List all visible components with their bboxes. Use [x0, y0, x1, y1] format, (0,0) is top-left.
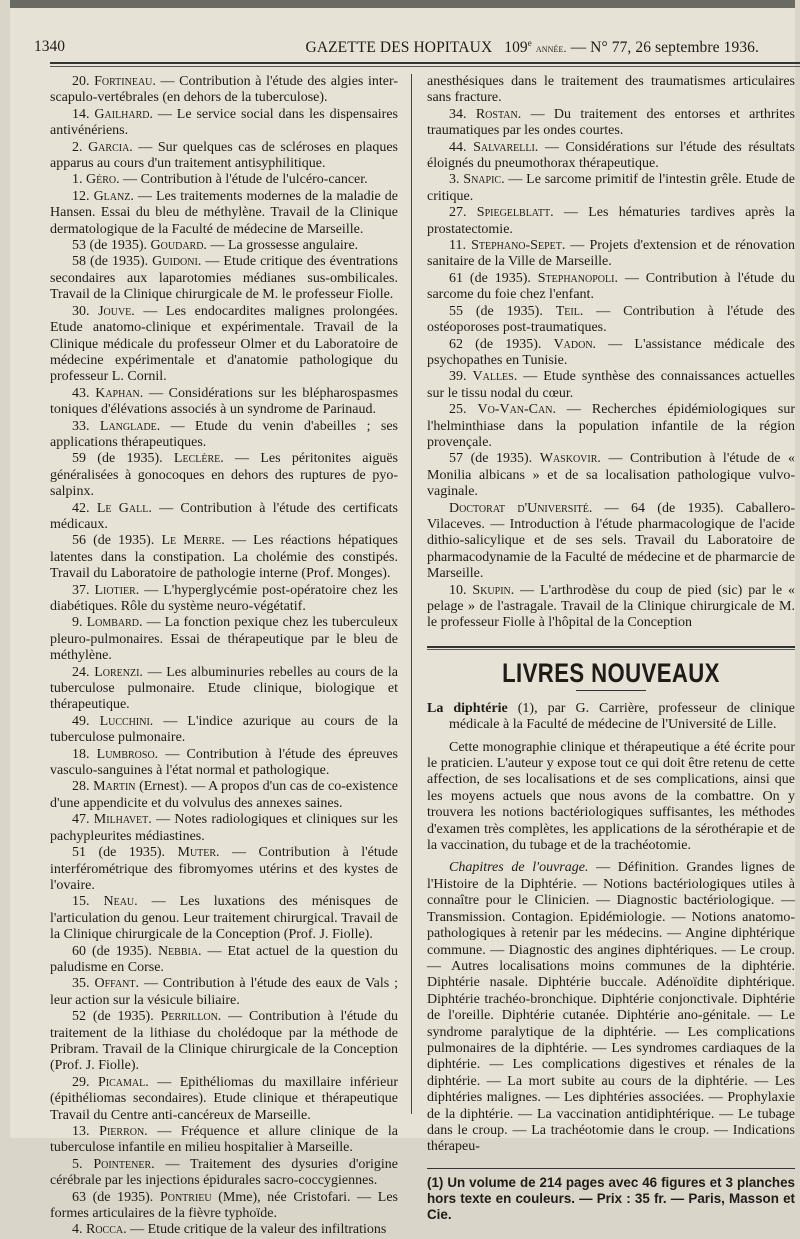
issue-info: — N° 77, 26 septembre 1936. — [570, 39, 759, 57]
entry-number: 12. — [72, 188, 90, 204]
thesis-entry — [427, 140, 795, 173]
entry-number: 14. — [72, 106, 90, 122]
entry-number: 49. — [72, 713, 90, 729]
thesis-entry — [50, 894, 398, 943]
thesis-title: — Sur quelques cas de scléroses en plaques apparus au cours d'un traitement antisyphilitique. — [50, 139, 399, 172]
author-name: Glanz. — [93, 188, 134, 204]
footnote-rule — [427, 1168, 795, 1169]
author-name: Nebbia. — [157, 943, 202, 959]
thesis-title: — Contribution à l'étude des eaux de Vals ; leur action sur la vésicule biliaire. — [50, 976, 399, 1008]
thesis-title: — Considérations sur les blépharospasmes toniques d'élévations associés à un syndrome de Parinaud. — [50, 385, 399, 418]
thesis-entry — [50, 845, 398, 894]
entry-number: 1. — [72, 172, 83, 188]
thesis-title: — Etude critique de la valeur des infiltrations — [126, 1222, 387, 1238]
author-name: Rocca. — [86, 1222, 127, 1238]
author-name: Pierron. — [99, 1124, 148, 1139]
journal-name: GAZETTE DES HOPITAUX — [305, 39, 493, 57]
chapters-text: — Définition. Grandes lignes de l'Histoire de la Diphtérie. — Notions bactériologiques utiles à connaître pour le Clinicien. — Diagnostic bactériologique. — Transmission. Contagion. Epidémiologie. — Notions anatomo-pathologiques à retenir par les médecins. — Angine diphtérique commune. — Diagnostic des angines diphtériques. — Le croup. — Autres localisations moins communes de la diphtérie. Diphtérie nasale. Diphtérie buccale. Adénoïdite diphtérique. Diphtérie trachéo-bronchique. Diphtérie conjonctivale. Diphtérie de l'oreille. Diphtérie cutanée. Diphtérie ano-génitale. — Le syndrome paralytique de la diphtérie. — Les complications pulmonaires de la diphtérie. — Les syndromes cardiaques de la diphtérie. — Les complications digestives et rénales de la diphtérie. — La mort subite au cours de la diphtérie. — Les diphtéries malignes. — Les diphtéries associées. — Prophylaxie de la diphtérie. — La vaccination antidiphtérique. — Le tubage dans le croup. — La trachéotomie dans le croup. — Indications thérapeu- — [427, 860, 795, 1155]
thesis-title: — Epithéliomas du maxillaire inférieur (épithéliomas secondaires). Etude clinique et thérapeutique Travail du Centre anti-cancéreux de Marseille. — [50, 1074, 399, 1123]
author-name: Skupin. — [472, 582, 515, 598]
thesis-title: — Les endocardites malignes prolongées. Etude anatomo-clinique et expérimentale. Travail de la Clinique médicale du professeur Olmer et du Laboratoire de médecine expérimentale et d'anatomie pathologique du professeur L. Cornil. — [50, 303, 399, 385]
thesis-entry — [50, 779, 398, 812]
thesis-entry — [50, 1124, 398, 1157]
thesis-title: — Contribution à l'étude des algies inter-scapulo-vertébrales (en dehors de la tuberculose). — [50, 74, 399, 106]
entry-number: 24. — [72, 664, 90, 680]
entry-number: 9. — [72, 615, 83, 631]
thesis-title: — Considérations sur l'étude des résultats éloignés du pneumothorax thérapeutique. — [427, 139, 795, 172]
author-name: Stephanopoli. — [537, 270, 618, 286]
thesis-entry — [50, 583, 398, 616]
thesis-entry — [427, 74, 795, 107]
thesis-entry — [427, 304, 795, 337]
thesis-title: — Fréquence et allure clinique de la tuberculose infantile en milieu hospitalier à Marseille. — [50, 1124, 398, 1156]
section-rule-thin — [427, 649, 795, 650]
thesis-title: — Les traitements modernes de la maladie de Hansen. Essai du bleu de méthylène. Travail de la Clinique dermatologique de la Faculté de médecine de Marseille. — [50, 188, 398, 237]
thesis-entry — [50, 1009, 398, 1075]
thesis-entry — [50, 1075, 398, 1124]
thesis-entry — [50, 615, 398, 664]
right-thesis-list — [427, 74, 795, 632]
thesis-title: — L'assistance médicale des psychopathes en Tunisie. — [427, 336, 795, 368]
thesis-entry — [427, 337, 795, 370]
author-name: Salvarelli. — [473, 139, 539, 155]
author-name: Liotier. — [94, 582, 140, 598]
thesis-entry — [50, 1222, 398, 1238]
author-name: Milhavet. — [93, 812, 152, 828]
thesis-title: — Etude du venin d'abeilles ; ses applications thérapeutiques. — [50, 418, 399, 450]
book-entry — [427, 701, 795, 734]
author-name: Kaphan. — [95, 385, 144, 401]
author-name: Lorenzi. — [94, 664, 143, 680]
entry-number: 51 (de 1935). — [72, 845, 166, 861]
book-review-paragraph: Cette monographie clinique et thérapeutique a été écrite pour le praticien. L'auteur y expose tout ce qui doit être retenu de cette affection, de ses localisations et de ses complications, ainsi que les moyens actuels que nous avons de la combattre. On y trouvera les notions bactériologiques suffisantes, les méthodes d'examen très complètes, les applications de la sérothérapie et de la vaccination, du tubage et de la trachéotomie. — [427, 739, 795, 854]
thesis-title: — Contribution à l'étude des épreuves vasculo-sanguines à l'état normal et pathologique. — [50, 746, 398, 779]
entry-number: 5. — [72, 1156, 83, 1172]
author-name: Spiegelblatt. — [476, 205, 554, 221]
thesis-title: anesthésiques dans le traitement des traumatismes articulaires sans fracture. — [427, 74, 795, 106]
thesis-title: — L'arthrodèse du coup de pied (sic) par le « pelage » de l'astragale. Travail de la Clinique chirurgicale de M. le professeur Fiolle à l'hôpital de la Conception — [427, 582, 796, 631]
entry-number: 56 (de 1935). — [72, 533, 155, 549]
author-name: Lombard. — [86, 615, 143, 631]
author-name: Jouve. — [98, 303, 135, 319]
thesis-title: — L'indice azurique au cours de la tuberculose pulmonaire. — [50, 713, 398, 746]
thesis-entry — [50, 714, 398, 747]
entry-number: 57 (de 1935). — [449, 451, 533, 467]
thesis-entry — [427, 402, 795, 451]
thesis-entry — [50, 747, 398, 780]
thesis-entry — [50, 944, 398, 977]
author-name: Waskovir. — [539, 451, 601, 467]
author-name: Pontrieu — [159, 1189, 212, 1205]
thesis-entry — [50, 172, 398, 188]
thesis-entry — [427, 238, 795, 271]
thesis-entry — [50, 812, 398, 845]
entry-number: 52 (de 1935). — [72, 1009, 154, 1025]
thesis-title: — Contribution à l'étude de l'ulcéro-cancer. — [119, 172, 368, 188]
top-dark-strip — [10, 0, 795, 8]
entry-number: 63 (de 1935). — [72, 1189, 154, 1205]
thesis-entry — [50, 74, 398, 107]
book-author-info: (1), par G. Carrière, professeur de clinique médicale à la Faculté de médecine de l'Université de Lille. — [449, 700, 795, 733]
thesis-entry — [50, 386, 398, 419]
thesis-title: — Etude synthèse des connaissances actuelles sur le tissu nodal du cœur. — [427, 369, 795, 401]
author-name: Stephano-Sepet. — [471, 238, 566, 254]
author-name: Doctorat d'Université. — [449, 500, 593, 516]
author-name: Perrillon. — [160, 1009, 222, 1025]
author-name: Picamal. — [98, 1074, 149, 1090]
entry-number: 11. — [449, 238, 466, 254]
author-name: Neau. — [103, 894, 138, 910]
author-name: Vo-Van-Can. — [477, 402, 556, 418]
left-column — [50, 74, 398, 1239]
entry-number: 28. — [72, 779, 90, 795]
thesis-entry — [50, 140, 398, 173]
thesis-entry — [50, 238, 398, 254]
author-name: Teil. — [555, 303, 584, 319]
chapters-paragraph — [427, 860, 795, 1155]
thesis-title: — Etat actuel de la question du paludisme en Corse. — [50, 943, 399, 975]
author-name: Fortineau. — [94, 74, 156, 89]
year-sup: e — [527, 38, 532, 48]
thesis-title: — Le service social dans les dispensaires antivénériens. — [50, 106, 398, 139]
author-name: Gailhard. — [94, 106, 154, 122]
thesis-entry — [427, 451, 795, 500]
thesis-entry — [50, 419, 398, 452]
entry-number: 34. — [449, 106, 467, 122]
thesis-entry — [50, 533, 398, 582]
thesis-entry — [427, 369, 795, 402]
thesis-title: — Contribution à l'étude du traitement de la lithiase du cholédoque par la méthode de Pribram. Travail de la Clinique chirurgicale de la Conception (Prof. J. Fiolle). — [50, 1009, 398, 1074]
entry-number: 39. — [449, 369, 467, 385]
author-name: Pointener. — [93, 1156, 155, 1172]
thesis-title: — Contribution à l'étude du sarcome du foie chez l'enfant. — [427, 270, 795, 303]
entry-number: 33. — [72, 418, 90, 434]
entry-number: 2. — [72, 139, 83, 155]
year-number: 109 — [504, 39, 528, 57]
annee-label: année. — [535, 41, 567, 56]
thesis-title: — Les hématuries tardives après la prostatectomie. — [427, 205, 796, 237]
author-name: Lucchini. — [99, 713, 154, 729]
thesis-title: — Du traitement des entorses et arthrites traumatiques par les ondes courtes. — [427, 106, 795, 139]
right-column — [427, 74, 795, 1223]
author-name: Le Gall. — [96, 500, 152, 516]
entry-number: 44. — [449, 139, 467, 155]
entry-number: 58 (de 1935). — [72, 254, 149, 270]
entry-number: 29. — [72, 1074, 90, 1090]
column-separator — [411, 74, 412, 1114]
author-name: Offant. — [94, 976, 139, 992]
entry-number: 3. — [449, 172, 460, 188]
entry-number: 4. — [72, 1222, 83, 1238]
page-number: 1340 — [34, 38, 65, 55]
entry-number: 55 (de 1935). — [449, 303, 543, 319]
footnote: (1) Un volume de 214 pages avec 46 figures et 3 planches hors texte en couleurs. — Prix : 35 fr. — Paris, Masson et Cie. — [427, 1174, 795, 1222]
thesis-entry — [427, 107, 795, 140]
chapters-label: Chapitres de l'ouvrage. — [449, 860, 589, 876]
thesis-title: — La fonction pexique chez les tuberculeux pleuro-pulmonaires. Essai de thérapeutique par le bleu de méthylène. — [50, 615, 399, 664]
entry-number: 15. — [72, 894, 90, 910]
entry-number: 37. — [72, 582, 90, 598]
header-rule-thin — [50, 66, 800, 67]
entry-number: 47. — [72, 812, 90, 828]
section-heading: LIVRES NOUVEAUX — [502, 657, 720, 688]
thesis-title: — Les albuminuries rebelles au cours de la tuberculose pulmonaire. Etude clinique, biologique et thérapeutique. — [50, 664, 399, 713]
thesis-title: — L'hyperglycémie post-opératoire chez les diabétiques. Rôle du système neuro-végétatif. — [50, 582, 398, 614]
thesis-entry — [427, 205, 795, 238]
entry-number: 30. — [72, 303, 90, 319]
thesis-entry — [50, 1157, 398, 1190]
entry-number: 27. — [449, 205, 467, 221]
thesis-title: — Contribution à l'étude de « Monilia albicans » et de sa localisation pathologique vulvo-vaginale. — [427, 451, 795, 500]
book-title: La diphtérie — [427, 700, 508, 716]
author-name: Goudard. — [150, 238, 207, 254]
thesis-title: — Contribution à l'étude des ostéoporoses post-traumatiques. — [427, 303, 796, 336]
header-rule-thick — [50, 62, 800, 64]
journal-page — [10, 0, 796, 1238]
thesis-title: (Ernest). — A propos d'un cas de co-existence d'une appendicite et du volvulus des annexes saines. — [50, 779, 399, 811]
thesis-entry — [427, 172, 795, 205]
entry-number: 60 (de 1935). — [72, 943, 152, 959]
author-name: Snapic. — [463, 172, 505, 188]
thesis-title: — Contribution à l'étude interférométrique des fibromyomes utérins et des kystes de l'ovaire. — [50, 845, 398, 893]
entry-number: 43. — [72, 385, 90, 401]
running-header — [34, 38, 759, 60]
journal-running-title — [306, 38, 759, 57]
thesis-title: — Etude critique des éventrations secondaires aux laparotomies médianes sus-ombilicales. Travail de la Clinique chirurgicale de M. le professeur Fiolle. — [50, 254, 399, 303]
thesis-title: — Traitement des dysuries d'origine cérébrale par les injections épidurales sacro-coccygiennes. — [50, 1156, 399, 1189]
thesis-entry — [427, 583, 795, 632]
thesis-entry — [50, 1190, 398, 1223]
thesis-entry — [50, 189, 398, 238]
author-name: Rostan. — [475, 106, 522, 122]
author-name: Guidoni. — [152, 254, 202, 270]
thesis-entry — [50, 501, 398, 534]
entry-number: 10. — [449, 582, 467, 598]
section-rule-thick — [427, 646, 795, 648]
thesis-title: — 64 (de 1935). Caballero-Vilaceves. — Introduction à l'étude pharmacologique de l'acide dithio-salicylique et de ses sels. Travail du Laboratoire de pharmacodynamie de la Faculté de médecine et de pharmarcie de Marseille. — [427, 500, 796, 582]
thesis-title: — Les luxations des ménisques de l'articulation du genou. Leur traitement chirurgical. Travail de la Clinique chirurgicale de la Conception (Prof. J. Fiolle). — [50, 894, 399, 943]
entry-number: 20. — [72, 74, 90, 89]
entry-number: 61 (de 1935). — [449, 270, 531, 286]
thesis-entry — [50, 665, 398, 714]
author-name: Muter. — [177, 845, 220, 861]
thesis-entry — [50, 254, 398, 303]
entry-number: 18. — [72, 746, 90, 762]
thesis-title: — La grossesse angulaire. — [206, 238, 359, 254]
author-name: Lumbroso. — [96, 746, 159, 762]
entry-number: 25. — [449, 402, 467, 418]
heading-underline — [576, 690, 646, 691]
entry-number: 59 (de 1935). — [72, 451, 163, 467]
thesis-title: (Mme), née Cristofari. — Les formes articulaires de la fièvre typhoïde. — [50, 1189, 398, 1222]
entry-number: 13. — [72, 1124, 90, 1139]
author-name: Leclère. — [173, 451, 224, 467]
thesis-title: — Les réactions hépatiques latentes dans la constipation. La cholémie des constipés. Travail du Laboratoire de pathologie interne (Prof. Monges). — [50, 533, 398, 582]
thesis-title: — Contribution à l'étude des certificats médicaux. — [50, 500, 398, 532]
author-name: Le Merre. — [161, 533, 225, 549]
thesis-title: — Projets d'extension et de rénovation sanitaire de la Ville de Marseille. — [427, 238, 796, 270]
thesis-entry — [427, 271, 795, 304]
author-name: Garcia. — [88, 139, 133, 155]
thesis-title: — Notes radiologiques et cliniques sur les pachypleurites médiastines. — [50, 812, 398, 844]
entry-number: 53 (de 1935). — [72, 238, 148, 254]
thesis-title: — Les péritonites aiguës généralisées à gonocoques en dehors des ruptures de pyo-salpinx. — [50, 451, 398, 500]
author-name: Géro. — [86, 172, 120, 188]
thesis-entry — [50, 451, 398, 500]
thesis-entry — [50, 304, 398, 386]
entry-number: 62 (de 1935). — [449, 336, 542, 352]
thesis-title: — Le sarcome primitif de l'intestin grêle. Etude de critique. — [427, 172, 796, 204]
entry-number: 42. — [72, 500, 90, 516]
thesis-entry — [50, 107, 398, 140]
thesis-entry — [427, 501, 795, 583]
author-name: Langlade. — [99, 418, 161, 434]
author-name: Martin — [93, 779, 136, 795]
author-name: Valles. — [472, 369, 518, 385]
thesis-entry — [50, 976, 398, 1009]
author-name: Vadon. — [553, 336, 597, 352]
thesis-title: — Recherches épidémiologiques sur l'helminthiase dans la population infantile de la région provençale. — [427, 402, 795, 450]
entry-number: 35. — [72, 976, 90, 992]
